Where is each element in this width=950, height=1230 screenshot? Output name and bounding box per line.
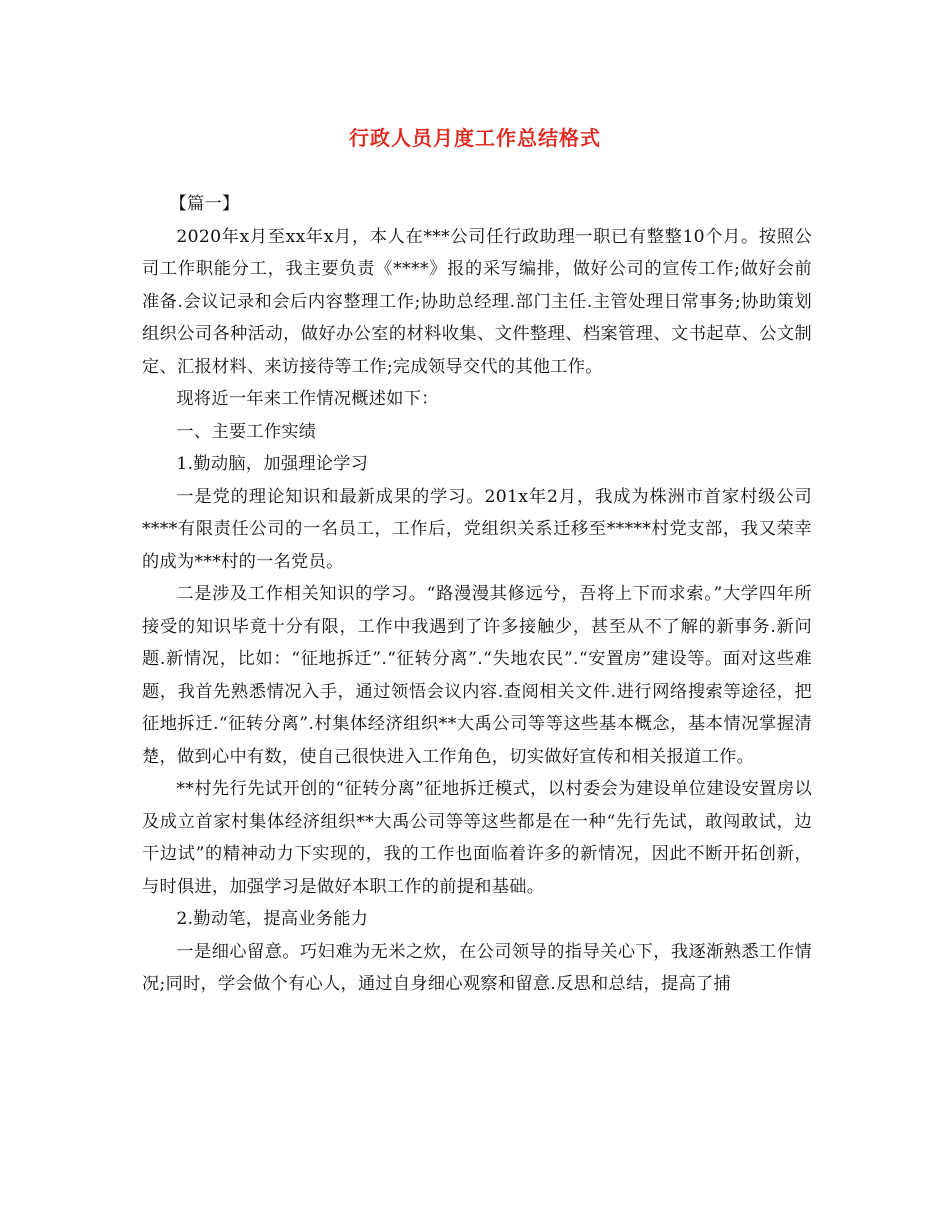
subheading-theory-study: 1.勤动脑，加强理论学习	[176, 454, 369, 474]
paragraph-work-knowledge: 二是涉及工作相关知识的学习。“路漫漫其修远兮，吾将上下而求索。”大学四年所接受的知识毕竟十分有限，工作中我遇到了许多接触少，甚至从不了解的新事务.新问题.新情况，比如：“征地拆迁”.“征转分离”.“失地农民”.“安置房”建设等。面对这些难题，我首先熟悉情况入手，通过领悟会议内容.查阅相关文件.进行网络搜索等途径，把征地拆迁.“征转分离”.村集体经济组织**大禹公司等等这些基本概念，基本情况掌握清楚，做到心中有数，使自己很快进入工作角色，切实做好宣传和相关报道工作。	[142, 584, 812, 767]
heading-main-achievements: 一、主要工作实绩	[176, 421, 317, 442]
subheading-writing-skill: 2.勤动笔，提高业务能力	[176, 909, 369, 929]
paragraph-party-study: 一是党的理论知识和最新成果的学习。201x年2月，我成为株洲市首家村级公司****有限责任公司的一名员工，工作后，党组织关系迁移至*****村党支部，我又荣幸的成为***村的一名党员。	[142, 486, 812, 572]
document-body	[142, 188, 812, 1001]
paragraph-careful-observation: 一是细心留意。巧妇难为无米之炊，在公司领导的指导关心下，我逐渐熟悉工作情况;同时，学会做个有心人，通过自身细心观察和留意.反思和总结，提高了捕	[142, 941, 812, 994]
paragraph-intro: 2020年x月至xx年x月，本人在***公司任行政助理一职已有整整10个月。按照公司工作职能分工，我主要负责《****》报的采写编排，做好公司的宣传工作;做好会前准备.会议记录和会后内容整理工作;协助总经理.部门主任.主管处理日常事务;协助策划组织公司各种活动，做好办公室的材料收集、文件整理、档案管理、文书起草、公文制定、汇报材料、来访接待等工作;完成领导交代的其他工作。	[142, 226, 812, 377]
paragraph-village-model: **村先行先试开创的“征转分离”征地拆迁模式，以村委会为建设单位建设安置房以及成立首家村集体经济组织**大禹公司等等这些都是在一种“先行先试，敢闯敢试，边干边试”的精神动力下实现的，我的工作也面临着许多的新情况，因此不断开拓创新，与时俱进，加强学习是做好本职工作的前提和基础。	[142, 779, 812, 897]
paragraph-overview: 现将近一年来工作情况概述如下：	[176, 389, 439, 409]
section-heading-part-one: 【篇一】	[169, 194, 240, 214]
document-title: 行政人员月度工作总结格式	[349, 126, 601, 150]
